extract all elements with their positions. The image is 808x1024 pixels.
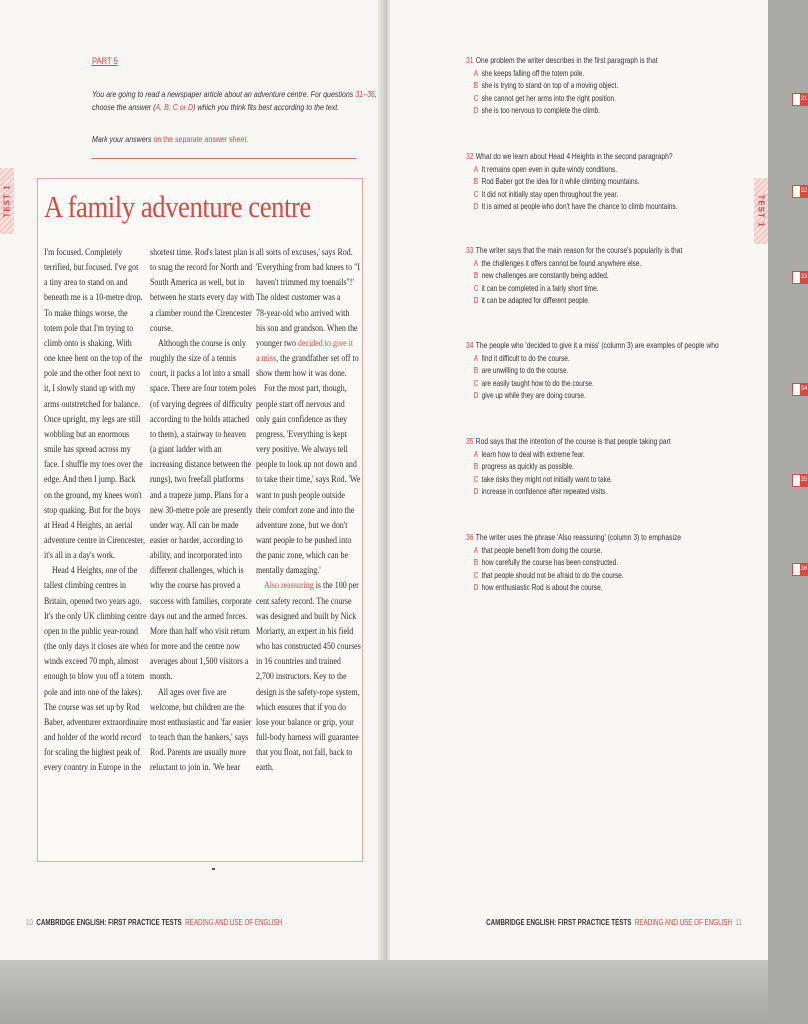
- article-line: according to the holds attached: [150, 413, 250, 425]
- question-stem: 31 One problem the writer describes in the first paragraph is that: [466, 55, 658, 65]
- article-line: most enthusiastic and 'far easier: [150, 716, 252, 728]
- article-line: was designed and built by Nick: [256, 610, 357, 622]
- article-line: 78-year-old who arrived with: [256, 307, 350, 319]
- question-32: [466, 149, 808, 212]
- article-line: More than half who visit return: [150, 625, 250, 637]
- part-title: PART 5: [92, 56, 118, 67]
- answer-option-d: D it can be adapted for different people.: [473, 294, 590, 305]
- question-stem: 34 The people who 'decided to give it a miss' (column 3) are examples of people who: [466, 340, 719, 350]
- article-line: face. I shuffle my toes over the: [44, 459, 143, 471]
- answer-box-33[interactable]: 33: [792, 271, 808, 284]
- article-line: Britain, opened two years ago.: [44, 595, 142, 607]
- article-line: to snag the record for North and: [150, 262, 253, 274]
- article-line: totem pole that I'm trying to: [44, 322, 134, 334]
- article-line: pole and the other foot next to: [44, 368, 140, 380]
- answer-option-a: A that people benefit from doing the course.: [473, 545, 603, 555]
- article-line: on the ground, my knees won't: [44, 489, 142, 501]
- article-line: The oldest customer was a: [256, 292, 341, 304]
- question-stem: 35 Rod says that the intention of the course is that people taking part: [466, 436, 671, 446]
- article-line: every country in Europe in the: [44, 762, 142, 774]
- article-column-3: [256, 245, 374, 775]
- article-line: (the only days it closes are when: [44, 641, 148, 653]
- article-line: and holder of the world record: [44, 732, 142, 743]
- article-line: court, it packs a lot into a small: [150, 368, 250, 380]
- answer-option-b: B she is trying to stand on top of a moving object.: [473, 80, 619, 91]
- article-line: earth.: [256, 762, 274, 774]
- answer-box-32[interactable]: 32: [792, 185, 808, 198]
- article-line: All ages over five are: [150, 686, 227, 698]
- article-line: very positive. We always tell: [256, 444, 348, 456]
- answer-option-c: C It did not initially stay open throughout the year.: [473, 188, 619, 199]
- article-line: It's the only UK climbing centre: [44, 610, 147, 622]
- answer-option-d: D she is too nervous to complete the climb.: [473, 104, 600, 115]
- article-line: it's all in a day's work.: [44, 550, 115, 562]
- article-line: between he starts every day with: [150, 292, 255, 304]
- answer-box-36[interactable]: 36: [792, 563, 808, 576]
- article-line: it, I slowly stand up with my: [44, 383, 136, 395]
- article-line: rungs), two freefall platforms: [150, 474, 244, 486]
- article-line: Baber, adventurer extraordinaire: [44, 716, 148, 728]
- right-page: [390, 0, 808, 960]
- article-line: days out and the armed forces.: [150, 610, 248, 622]
- article-line: month.: [150, 671, 173, 683]
- article-line: cent safety record. The course: [256, 595, 352, 607]
- article-line: people start off nervous and: [256, 398, 345, 410]
- article-line: (of varying degrees of difficulty: [150, 398, 253, 410]
- answer-option-a: A learn how to deal with extreme fear.: [473, 449, 585, 459]
- article-line: 'Everything from bad knees to "I: [256, 262, 360, 274]
- article-line: edge. And then I jump. Back: [44, 474, 136, 486]
- article-line: which ensures that if you do: [256, 701, 347, 713]
- question-35: [466, 434, 808, 497]
- answer-option-b: B new challenges are constantly being added.: [473, 270, 609, 281]
- article-line: 2,700 instructors. Key to the: [256, 671, 347, 683]
- answer-option-a: A It remains open even in quite windy conditions.: [473, 164, 618, 174]
- question-stem: 33 The writer says that the main reason for the course's popularity is that: [466, 245, 683, 255]
- article-line: why the course has proved a: [150, 580, 241, 592]
- article-box: [37, 178, 363, 862]
- side-tab-right: TEST 1: [754, 178, 768, 244]
- article-line: smile has spread across my: [44, 444, 131, 456]
- answer-option-d: D how enthusiastic Rod is about the course.: [473, 581, 603, 592]
- article-line: different challenges, which is: [150, 565, 244, 577]
- article-line: averages about 1,500 visitors a: [150, 656, 249, 668]
- article-line: The course was set up by Rod: [44, 701, 140, 713]
- article-line: that you float, not fall, back to: [256, 747, 353, 759]
- answer-option-b: B progress as quickly as possible.: [473, 461, 574, 472]
- article-line: a miss, the grandfather set off to: [256, 353, 359, 365]
- article-line: their comfort zone and into the: [256, 504, 355, 516]
- article-line: Head 4 Heights, one of the: [44, 565, 138, 577]
- article-headline: A family adventure centre: [44, 189, 311, 224]
- answer-box-35[interactable]: 35: [792, 474, 808, 487]
- article-line: To make things worse, the: [44, 307, 128, 319]
- answer-option-d: D increase in confidence after repeated visits.: [473, 485, 608, 496]
- article-line: all sorts of excuses,' says Rod.: [256, 247, 353, 258]
- article-line: South America as well, but in: [150, 277, 245, 289]
- article-line: open to the public year-round: [44, 625, 139, 637]
- article-line: roughly the size of a tennis: [150, 353, 237, 365]
- answer-option-c: C take risks they might not initially want to take.: [473, 473, 613, 484]
- article-line: only gain confidence as they: [256, 413, 348, 425]
- scanner-background: [0, 960, 768, 1024]
- article-line: tallest climbing centres in: [44, 580, 127, 592]
- article-line: easier or harder, according to: [150, 534, 243, 546]
- article-line: (a giant ladder with an: [150, 444, 222, 456]
- article-line: want to push people outside: [256, 489, 345, 501]
- right-footer: CAMBRIDGE ENGLISH: FIRST PRACTICE TESTS READING AND USE OF ENGLISH 11: [486, 918, 742, 927]
- question-stem: 36 The writer uses the phrase 'Also reassuring' (column 3) to emphasize: [466, 532, 682, 542]
- answer-option-a: A she keeps falling off the totem pole.: [473, 68, 585, 78]
- article-line: success with families, corporate: [150, 595, 252, 607]
- answer-option-c: C it can be completed in a fairly short time.: [473, 282, 599, 293]
- article-line: Although the course is only: [150, 337, 246, 349]
- question-stem: 32 What do we learn about Head 4 Heights in the second paragraph?: [466, 151, 673, 161]
- article-line: new 30-metre pole are presently: [150, 504, 253, 516]
- article-line: shortest time. Rod's latest plan is: [150, 247, 255, 258]
- article-line: at Head 4 Heights, an aerial: [44, 519, 133, 531]
- answer-option-c: C are easily taught how to do the course.: [473, 377, 594, 388]
- article-line: Also reassuring is the 100 per: [263, 580, 359, 592]
- article-line: for more and the centre now: [150, 641, 240, 653]
- left-footer: 10 CAMBRIDGE ENGLISH: FIRST PRACTICE TESTS READING AND USE OF ENGLISH: [26, 918, 283, 927]
- answer-option-c: C she cannot get her arms into the right position.: [473, 92, 616, 103]
- article-line: progress. 'Everything is kept: [256, 428, 347, 440]
- mark-answers-note: Mark your answers on the separate answer sheet.: [92, 134, 249, 144]
- article-line: mentally damaging.': [256, 565, 321, 577]
- article-line: in 16 countries and trained: [256, 656, 341, 668]
- answer-box-31[interactable]: 31: [792, 93, 808, 106]
- article-line: wobbling but an enormous: [44, 428, 130, 440]
- article-line: want people to be pushed into: [256, 534, 352, 546]
- answer-option-d: D give up while they are doing course.: [473, 389, 586, 400]
- article-line: a clamber round the Cirencester: [150, 307, 252, 319]
- article-line: pole and into one of the lakes).: [44, 686, 143, 698]
- article-line: space. There are four totem poles: [150, 383, 256, 395]
- article-line: I'm focused. Completely: [44, 247, 123, 258]
- article-line: one knee bent on the top of the: [44, 353, 143, 365]
- article-column-2: [150, 245, 268, 775]
- article-line: ability, and incorporated into: [150, 550, 242, 562]
- answer-option-b: B Rod Baber got the idea for it while climbing mountains.: [473, 176, 640, 187]
- question-36: [466, 530, 808, 593]
- article-line: terrified, but focused. I've got: [44, 262, 139, 274]
- article-line: haven't trimmed my toenails"!': [256, 277, 354, 289]
- article-line: enough to blow you off a totem: [44, 671, 145, 683]
- article-line: increasing distance between the: [150, 459, 252, 471]
- article-line: stop quaking. But for the boys: [44, 504, 141, 516]
- article-line: Moriarty, an expert in his field: [256, 625, 354, 637]
- article-line: a tiny area to stand on and: [44, 277, 128, 289]
- instructions-line-2: choose the answer (A, B, C or D) which you think fits best according to the text.: [92, 102, 340, 112]
- answer-option-b: B how carefully the course has been constructed.: [473, 557, 619, 568]
- article-line: for scaling the highest peak of: [44, 747, 141, 759]
- article-line: and a trapeze jump. Plans for a: [150, 489, 249, 501]
- article-line: adventure zone, but we don't: [256, 519, 348, 531]
- article-line: lose your balance or grip, your: [256, 716, 354, 728]
- question-34: [466, 338, 808, 401]
- answer-option-d: D It is aimed at people who don't have the chance to climb mountains.: [473, 200, 678, 211]
- instructions-line-1: You are going to read a newspaper article about an adventure centre. For questions 31–36,: [92, 89, 377, 99]
- article-line: people to look up not down and: [256, 459, 357, 471]
- question-33: [466, 243, 808, 306]
- article-line: to teach than the bankers,' says: [150, 732, 249, 743]
- article-line: Once upright, my legs are still: [44, 413, 141, 425]
- article-line: to take their time,' says Rod. 'We: [256, 474, 361, 486]
- answer-option-c: C that people should not be afraid to do the course.: [473, 569, 624, 580]
- left-page: [0, 0, 384, 960]
- article-line: design is the safety-rope system,: [256, 686, 360, 698]
- article-line: the panic zone, which can be: [256, 550, 348, 562]
- article-line: under way. All can be made: [150, 519, 239, 531]
- article-line: younger two decided to give it: [256, 337, 354, 349]
- article-line: course.: [150, 322, 173, 334]
- article-line: Rod. Parents are usually more: [150, 747, 246, 759]
- article-line: For the most part, though,: [256, 383, 347, 395]
- article-line: show them how it was done.: [256, 368, 347, 380]
- article-line: to them), a stairway to heaven: [150, 428, 246, 440]
- article-line: welcome, but children are the: [150, 701, 245, 713]
- answer-option-a: A find it difficult to do the course.: [473, 353, 570, 363]
- article-line: adventure centre in Cirencester,: [44, 534, 145, 546]
- article-line: beneath me is a 10-metre drop.: [44, 292, 143, 304]
- question-31: [466, 53, 808, 116]
- answer-option-a: A the challenges it offers cannot be found anywhere else.: [473, 258, 642, 268]
- article-line: his son and grandson. When the: [256, 322, 358, 334]
- article-line: climb onto is shaking. With: [44, 337, 132, 349]
- article-column-1: [44, 245, 162, 775]
- side-tab-left: TEST 1: [0, 168, 14, 234]
- page-mark: [212, 868, 215, 870]
- article-line: full-body harness will guarantee: [256, 732, 359, 743]
- article-line: arms outstretched for balance.: [44, 398, 140, 410]
- answer-option-b: B are unwilling to do the course.: [473, 365, 569, 376]
- article-line: reluctant to join in. 'We hear: [150, 762, 241, 774]
- header-rule: [92, 158, 356, 159]
- article-line: who has constructed 450 courses: [256, 641, 361, 653]
- answer-box-34[interactable]: 34: [792, 383, 808, 396]
- article-line: winds exceed 70 mph, almost: [44, 656, 139, 668]
